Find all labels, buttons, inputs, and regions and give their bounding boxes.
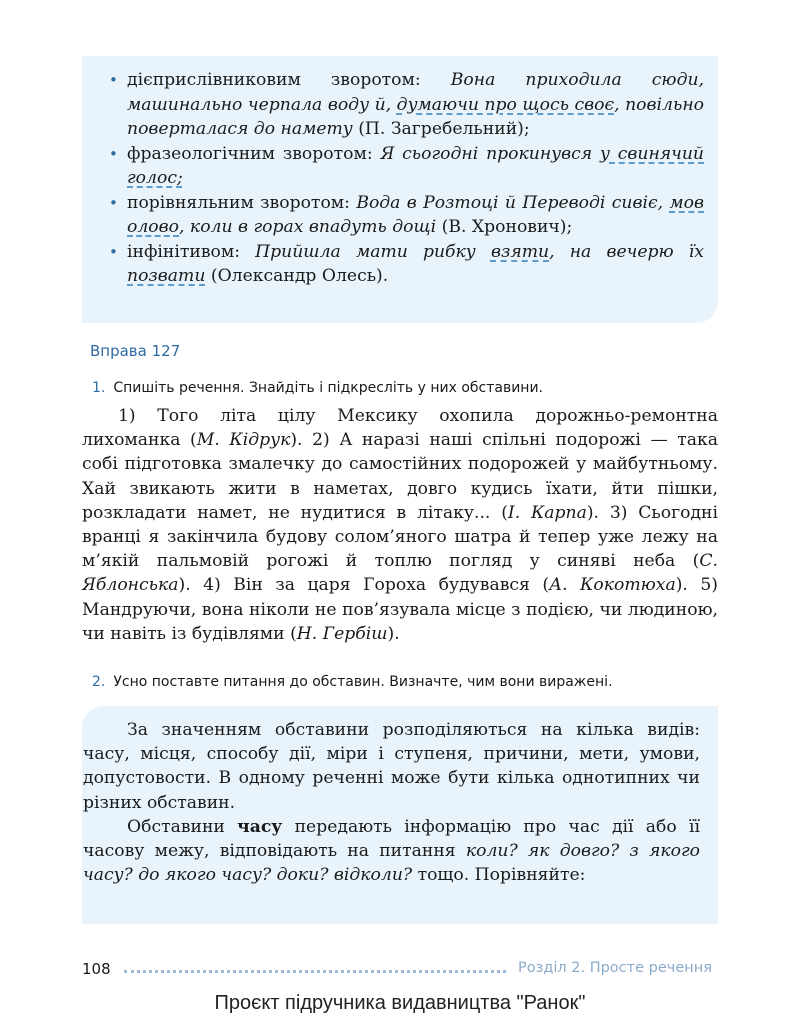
- example-text: , повільно поверталася до намету: [127, 94, 704, 139]
- example-underlined: мов олово: [127, 192, 704, 237]
- task-text: Спишіть речення. Знайдіть і підкресліть у них обставини.: [113, 380, 544, 396]
- example-author: (В. Хронович);: [436, 217, 573, 237]
- task-number: 2.: [92, 674, 106, 690]
- sentence: ).: [387, 623, 400, 644]
- example-author: (П. Загребельний);: [352, 119, 530, 139]
- author: М. Кідрук: [196, 430, 291, 451]
- sentence: ). 4) Він за царя Гороха будувався (: [178, 575, 550, 596]
- example-underlined: взяти: [490, 241, 550, 262]
- rule-text: тощо. Порівняйте:: [412, 865, 586, 886]
- rule-term: часу: [237, 816, 283, 837]
- bullet-icon: •: [109, 193, 118, 212]
- task-2: [92, 674, 613, 690]
- footer-dots: [124, 970, 506, 973]
- item-label: фразеологічним зворотом:: [127, 143, 381, 164]
- author: І. Карпа: [507, 502, 587, 523]
- exercise-title: Вправа 127: [90, 342, 181, 360]
- sentence: ). 2) А наразі наші спільні подорожі — така собі підготовка змалечку до самостійних подорожей у майбутньому. Хай звикають жити в наметах, довго кудись їхати, йти пішки, розкладати намет, не нудитися в літаку... (: [82, 430, 718, 523]
- author: А. Кокотюха: [549, 575, 676, 596]
- rule-box-bottom: [82, 706, 718, 924]
- section-title: Розділ 2. Просте речення: [518, 960, 712, 976]
- example-author: (Олександр Олесь).: [205, 266, 389, 286]
- sentence: ). 5) Мандруючи, вона ніколи не пов’язувала місце з подією, чи людиною, чи навіть із будівлями (: [82, 575, 718, 644]
- list-item: [109, 68, 704, 142]
- rule-paragraph: За значенням обставини розподіляються на кілька видів: часу, місця, способу дії, міри і ступеня, причини, мети, умови, допустовости. В одному реченні може бути кілька однотипних чи різних обставин.: [83, 720, 700, 813]
- rule-box-top: [82, 56, 718, 323]
- example-text: Прийшла мати рибку: [255, 241, 491, 262]
- example-underlined: у свинячий голос;: [127, 143, 705, 188]
- watermark: Проєкт підручника видавництва "Ранок": [214, 992, 586, 1014]
- rule-paragraph: [83, 815, 700, 888]
- item-label: дієприслівниковим зворотом:: [127, 70, 451, 90]
- rule-text: Обставини: [127, 816, 238, 837]
- task-1: [92, 380, 543, 396]
- page-number: 108: [82, 960, 111, 978]
- bullet-icon: •: [109, 144, 118, 163]
- example-text: Я сьогодні прокинувся: [380, 143, 600, 164]
- task-text: Усно поставте питання до обставин. Визначте, чим вони виражені.: [113, 674, 613, 690]
- exercise-text: [82, 404, 718, 646]
- rule-questions: коли? як довго? з якого часу? до якого часу? доки? відколи?: [83, 841, 701, 886]
- example-text: Вода в Розтоці й Переводі сивіє,: [356, 192, 670, 213]
- bullet-list: [82, 56, 718, 289]
- example-underlined: позвати: [127, 266, 206, 286]
- sentence: ). 3) Сьогодні вранці я закінчила будову солом’яного шатра й тепер уже лежу на м’якій пальмовій рогожі й топлю погляд у синяві неба (: [82, 502, 718, 572]
- example-text: , коли в горах впадуть дощі: [179, 217, 437, 237]
- list-item: [109, 142, 705, 191]
- example-underlined: думаючи про щось своє: [396, 94, 615, 115]
- task-number: 1.: [92, 380, 106, 396]
- list-item: [109, 191, 704, 240]
- author: С. Яблонська: [82, 551, 718, 596]
- example-text: Вона приходила сюди, машинально черпала воду й,: [127, 70, 704, 115]
- example-text: , на вечерю їх: [549, 241, 704, 262]
- bullet-icon: •: [109, 242, 118, 261]
- bullet-icon: •: [109, 71, 118, 89]
- author: Н. Гербіш: [296, 623, 388, 644]
- list-item: [109, 240, 704, 289]
- rule-text: передають інформацію про час дії або її часову межу, відповідають на питання: [83, 816, 700, 862]
- sentence: 1) Того літа цілу Мексику охопила дорожньо-ремонтна лихоманка (: [82, 406, 718, 451]
- item-label: інфінітивом:: [127, 241, 256, 262]
- item-label: порівняльним зворотом:: [127, 192, 357, 213]
